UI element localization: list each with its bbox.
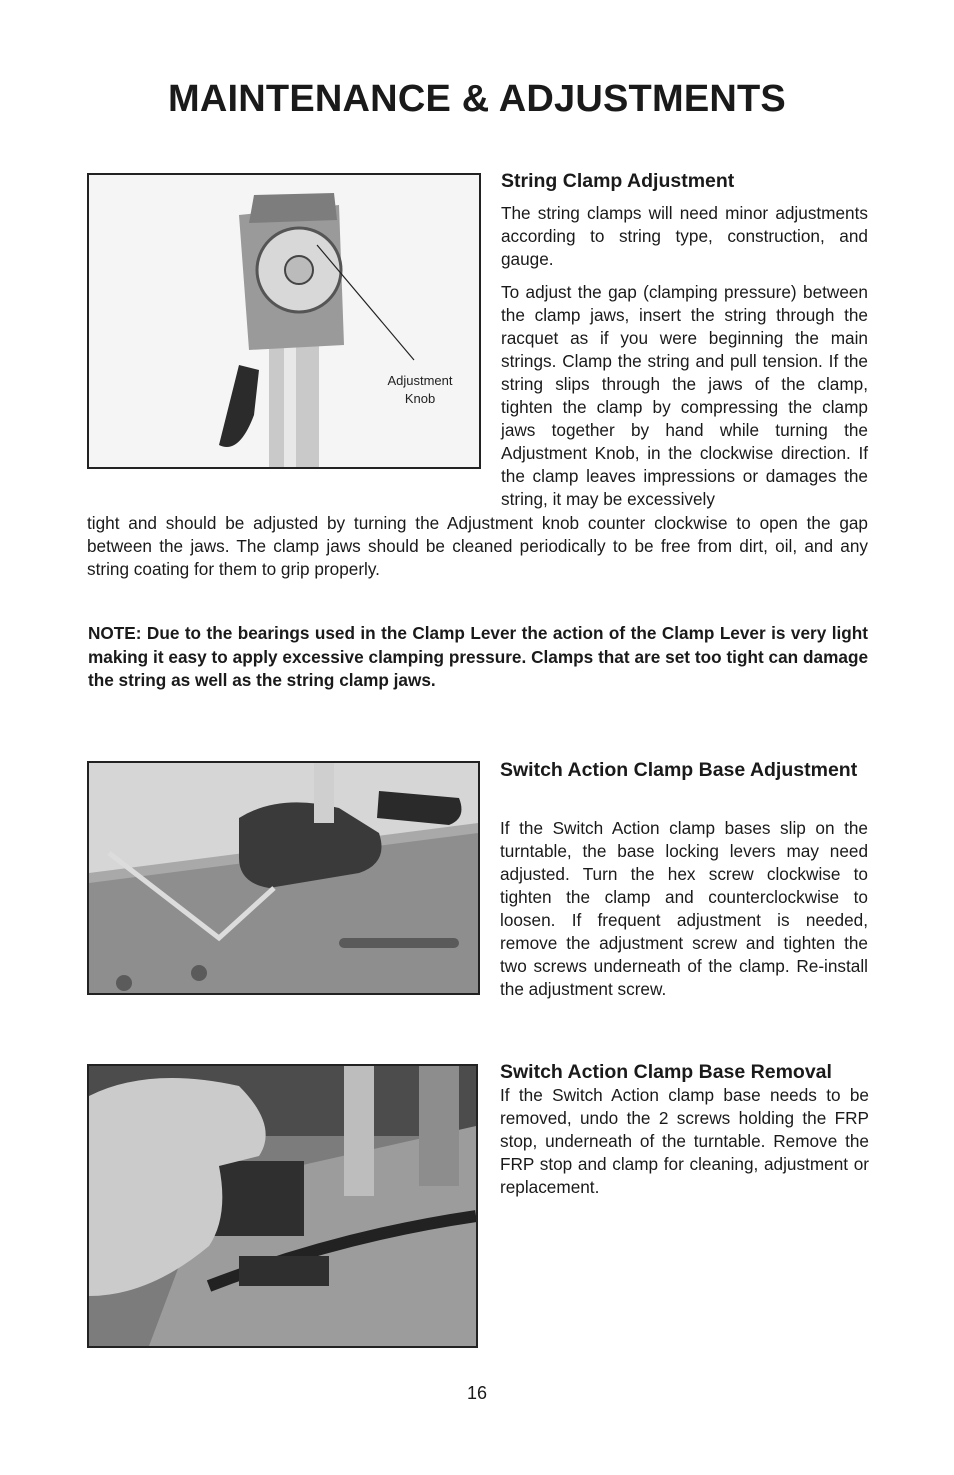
switch-removal-heading: Switch Action Clamp Base Removal (500, 1061, 832, 1083)
switch-adjust-body: If the Switch Action clamp bases slip on the turntable, the base locking levers may need adjusted. Turn the hex screw clockwise to tighten the clamp and counterclockwise to loosen. If frequent adjustment is needed, remove the adjustment screw and tighten the two screws underneath of the clamp. Re-install the adjustment screw. (500, 818, 868, 999)
page-number: 16 (466, 1383, 488, 1403)
switch-adjust-photo (87, 761, 480, 995)
string-clamp-para2-continued: tight and should be adjusted by turning the Adjustment knob counter clockwise to open the gap between the jaws. The clamp jaws should be cleaned periodically to be free from dirt, oil, and any string coating for them to grip properly. (87, 513, 868, 579)
string-clamp-photo (87, 173, 481, 469)
switch-adjust-heading: Switch Action Clamp Base Adjustment (500, 759, 858, 781)
string-clamp-para1: The string clamps will need minor adjustments according to string type, construction, and gauge. (501, 203, 868, 269)
string-clamp-heading: String Clamp Adjustment (501, 170, 735, 192)
page-title: MAINTENANCE & ADJUSTMENTS (168, 78, 786, 120)
switch-removal-body: If the Switch Action clamp base needs to be removed, undo the 2 screws holding the FRP stop, underneath of the turntable. Remove the FRP stop and clamp for cleaning, adjustment or replacement. (500, 1085, 869, 1197)
clamp-lever-note: NOTE: Due to the bearings used in the Clamp Lever the action of the Clamp Lever is very light making it easy to apply excessive clamping pressure. Clamps that are set too tight can damage the string as well as the string clamp jaws. (88, 623, 868, 690)
string-clamp-illustration (89, 175, 479, 467)
switch-removal-illustration (89, 1066, 476, 1346)
adjustment-knob-callout (375, 372, 465, 408)
callout-line1: Adjustment (387, 373, 453, 388)
switch-removal-photo (87, 1064, 478, 1348)
string-clamp-para2: To adjust the gap (clamping pressure) between the clamp jaws, insert the string through the racquet as if you were beginning the main strings. Clamp the string and pull tension. If the string slips through the jaws of the clamp, tighten the clamp by compressing the clamp jaws together by hand while turning the Adjustment Knob, in the clockwise direction. If the clamp leaves impressions or damages the string, it may be excessively (501, 282, 868, 509)
callout-line2: Knob (404, 391, 436, 406)
switch-adjust-illustration (89, 763, 478, 993)
